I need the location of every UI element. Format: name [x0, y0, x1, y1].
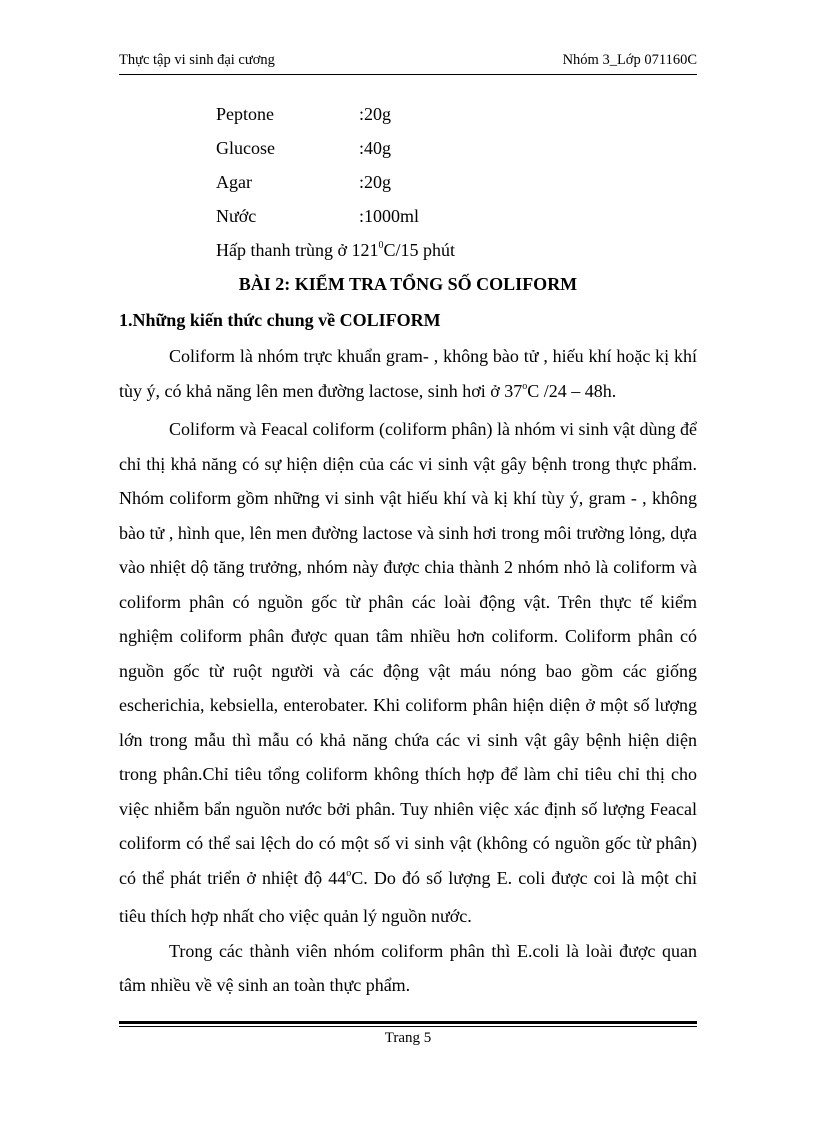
media-recipe [216, 100, 455, 270]
paragraph-1-text-end: C /24 – 48h. [527, 380, 617, 401]
ingredient-amount: :20g [359, 172, 392, 192]
sterilization-note [216, 236, 455, 270]
paragraph-1-text: Coliform là nhóm trực khuẩn gram- , không bào tử , hiếu khí hoặc kị khí tùy ý, có khả năng lên men đường lactose, sinh hơi ở 37 [119, 346, 697, 401]
ingredient-name: Glucose [216, 138, 275, 158]
ingredient-amount: :40g [359, 138, 392, 158]
sterilization-degree: 0 [378, 240, 384, 251]
paragraph-1 [119, 339, 697, 412]
ingredient-name: Nước [216, 206, 257, 226]
paragraph-2 [119, 412, 697, 934]
section-title: 1.Những kiến thức chung về COLIFORM [119, 310, 441, 330]
degree-sup: o [346, 867, 352, 879]
degree-sup: o [522, 380, 528, 392]
paragraph-2-text-end: C. Do đó số lượng E. coli được coi là một chỉ tiêu thích hợp nhất cho việc quản lý nguồn nước. [119, 867, 697, 926]
sterilization-suffix: C/15 phút [383, 240, 456, 260]
ingredient-name: Agar [216, 172, 252, 192]
body-text [119, 339, 697, 1003]
recipe-row [216, 168, 455, 202]
header-right-text: Nhóm 3_Lớp 071160C [562, 52, 697, 68]
lesson-title: BÀI 2: KIỂM TRA TỔNG SỐ COLIFORM [238, 274, 578, 294]
footer-divider-thick [119, 1021, 697, 1024]
footer-divider-thin [119, 1026, 697, 1027]
page-header [119, 52, 697, 72]
ingredient-name: Peptone [216, 104, 274, 124]
ingredient-amount: :1000ml [359, 206, 420, 226]
recipe-row [216, 100, 455, 134]
paragraph-2-text: Coliform và Feacal coliform (coliform phân) là nhóm vi sinh vật dùng để chỉ thị khả năng có sự hiện diện của các vi sinh vật gây bệnh trong thực phẩm. Nhóm coliform gồm những vi sinh vật hiếu khí và kị khí tùy ý, gram - , không bào tử , hình que, lên men đường lactose và sinh hơi trong môi trường lỏng, dựa vào nhiệt dộ tăng trưởng, nhóm này được chia thành 2 nhóm nhỏ là coliform và coliform phân có nguồn gốc từ phân các loài động vật. Trên thực tế kiểm nghiệm coliform phân được quan tâm nhiều hơn coliform. Coliform phân có nguồn gốc từ ruột người và các động vật máu nóng bao gồm các giống escherichia, kebsiella, enterobater. Khi coliform phân hiện diện ở một số lượng lớn trong mẫu thì mẫu có khả năng chứa các vi sinh vật gây bệnh hiện diện trong phân.Chỉ tiêu tổng coliform không thích hợp để làm chỉ tiêu chỉ thị cho việc nhiễm bẩn nguồn nước bởi phân. Tuy nhiên việc xác định số lượng Feacal coliform có thể sai lệch do có một số vi sinh vật (không có nguồn gốc từ phân) có thể phát triển ở nhiệt độ 44 [119, 419, 697, 888]
sterilization-prefix: Hấp thanh trùng ở 121 [216, 240, 379, 260]
ingredient-amount: :20g [359, 104, 392, 124]
header-divider [119, 74, 697, 75]
header-left-text: Thực tập vi sinh đại cương [119, 52, 275, 68]
recipe-row [216, 134, 455, 168]
paragraph-3: Trong các thành viên nhóm coliform phân thì E.coli là loài được quan tâm nhiều về vệ sinh an toàn thực phẩm. [119, 940, 697, 995]
recipe-row [216, 202, 455, 236]
page-number: Trang 5 [384, 1030, 432, 1046]
